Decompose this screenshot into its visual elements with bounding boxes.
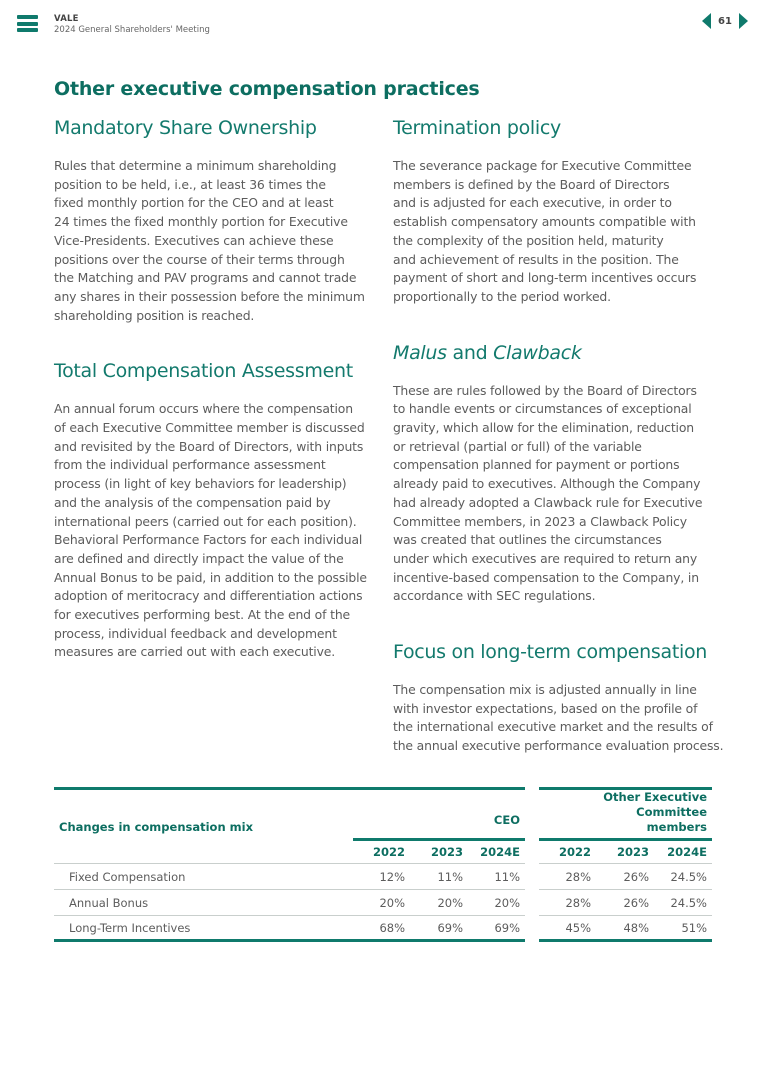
text-line: compensation planned for payment or portions <box>393 457 680 473</box>
text-line: Rules that determine a minimum shareholding <box>54 158 337 173</box>
cell-value: 20% <box>353 890 410 916</box>
text-line: already paid to executives. Although the Company <box>393 476 701 492</box>
compensation-mix-table <box>54 787 712 942</box>
text-line: fixed monthly portion for the CEO and at least <box>54 195 334 211</box>
section-heading: Total Compensation Assessment <box>54 360 353 383</box>
cell-value: 28% <box>539 890 596 916</box>
text-line: Vice-Presidents. Executives can achieve these <box>54 232 334 248</box>
column-gap <box>525 838 539 864</box>
text-line: with investor expectations, based on the profile of <box>393 700 698 716</box>
text-line: Behavioral Performance Factors for each individual <box>54 532 363 548</box>
group-header-others-line2: members <box>646 820 707 834</box>
section-body <box>393 157 713 307</box>
section-body <box>54 157 374 325</box>
text-line: The severance package for Executive Committee <box>393 158 692 173</box>
text-line: the complexity of the position held, maturity <box>393 232 664 248</box>
column-gap <box>525 787 539 838</box>
section-heading: Focus on long-term compensation <box>393 641 708 664</box>
text-line: for executives performing best. At the end of the <box>54 607 350 623</box>
cell-value: 26% <box>596 890 654 916</box>
table-row <box>54 916 712 942</box>
year-header: 2022 <box>353 838 410 864</box>
text-line: of each Executive Committee member is discussed <box>54 420 365 436</box>
table <box>54 787 712 942</box>
section-malus-clawback <box>393 340 713 606</box>
text-line: adoption of meritocracy and differentiation actions <box>54 588 363 604</box>
table-header-group-row <box>54 787 712 838</box>
right-column <box>393 115 724 781</box>
cell-value: 20% <box>468 890 525 916</box>
text-line: any shares in their possession before the minimum <box>54 288 365 304</box>
text-line: measures are carried out with each executive. <box>54 644 336 660</box>
text-line: process (in light of key behaviors for leadership) <box>54 476 347 492</box>
heading-connector: and <box>446 341 494 364</box>
heading-italic-malus: Malus <box>393 341 447 364</box>
cell-value: 48% <box>596 916 654 942</box>
cell-value: 24.5% <box>654 890 712 916</box>
section-mandatory-share-ownership <box>54 115 374 325</box>
column-gap <box>525 864 539 890</box>
section-total-compensation-assessment <box>54 358 374 662</box>
page-title: Other executive compensation practices <box>54 78 480 100</box>
text-line: the annual executive performance evaluation process. <box>393 738 724 754</box>
row-label: Long-Term Incentives <box>54 916 353 942</box>
table-row <box>54 864 712 890</box>
text-line: 24 times the fixed monthly portion for Executive <box>54 214 348 230</box>
text-line: and is adjusted for each executive, in order to <box>393 195 672 211</box>
table-row <box>54 890 712 916</box>
text-line: The compensation mix is adjusted annually in line <box>393 682 697 698</box>
next-page-icon[interactable] <box>739 13 748 29</box>
cell-value: 69% <box>410 916 468 942</box>
section-heading: Mandatory Share Ownership <box>54 117 317 139</box>
text-line: and achievement of results in the position. The <box>393 251 679 267</box>
text-line: An annual forum occurs where the compensation <box>54 401 353 417</box>
cell-value: 20% <box>410 890 468 916</box>
year-header: 2024E <box>654 838 712 864</box>
cell-value: 11% <box>410 864 468 890</box>
brand-name: VALE <box>54 14 79 24</box>
row-label: Fixed Compensation <box>54 864 353 890</box>
group-header-others <box>539 787 712 838</box>
column-gap <box>525 916 539 942</box>
cell-value: 24.5% <box>654 864 712 890</box>
cell-value: 45% <box>539 916 596 942</box>
cell-value: 69% <box>468 916 525 942</box>
year-header: 2023 <box>410 838 468 864</box>
section-heading: Termination policy <box>393 117 561 139</box>
hamburger-menu-icon[interactable] <box>17 15 38 32</box>
text-line: members is defined by the Board of Directors <box>393 176 670 192</box>
cell-value: 12% <box>353 864 410 890</box>
text-line: had already adopted a Clawback rule for Executive <box>393 494 703 510</box>
text-line: Annual Bonus to be paid, in addition to the possible <box>54 569 367 585</box>
text-line: positions over the course of their terms through <box>54 251 345 267</box>
menu-bar <box>17 28 38 32</box>
menu-bar <box>17 15 38 19</box>
text-line: the Matching and PAV programs and cannot trade <box>54 270 357 286</box>
section-body <box>393 382 713 606</box>
table-title: Changes in compensation mix <box>54 787 353 864</box>
menu-bar <box>17 22 38 26</box>
text-line: shareholding position is reached. <box>54 307 255 323</box>
text-line: Committee members, in 2023 a Clawback Policy <box>393 513 687 529</box>
text-line: under which executives are required to return any <box>393 550 698 566</box>
section-heading <box>393 340 713 366</box>
text-line: or retrieval (partial or full) of the variable <box>393 438 642 454</box>
text-line: to handle events or circumstances of exceptional <box>393 401 692 417</box>
text-line: international peers (carried out for each position). <box>54 513 357 529</box>
row-label: Annual Bonus <box>54 890 353 916</box>
page-navigator <box>702 13 748 29</box>
heading-italic-clawback: Clawback <box>493 341 582 364</box>
page-number: 61 <box>718 15 732 27</box>
text-line: and revisited by the Board of Directors, with inputs <box>54 438 364 454</box>
text-line: position to be held, i.e., at least 36 times the <box>54 176 326 192</box>
cell-value: 51% <box>654 916 712 942</box>
section-body <box>393 681 724 756</box>
column-gap <box>525 890 539 916</box>
cell-value: 26% <box>596 864 654 890</box>
document-subtitle: 2024 General Shareholders' Meeting <box>54 25 210 35</box>
text-line: are defined and directly impact the value of the <box>54 550 344 566</box>
text-line: the international executive market and the results of <box>393 719 713 735</box>
year-header: 2022 <box>539 838 596 864</box>
text-line: payment of short and long-term incentives occurs <box>393 270 697 286</box>
group-header-others-line1: Other Executive Committee <box>603 790 707 819</box>
previous-page-icon[interactable] <box>702 13 711 29</box>
text-line: accordance with SEC regulations. <box>393 588 596 604</box>
year-header: 2023 <box>596 838 654 864</box>
year-header: 2024E <box>468 838 525 864</box>
text-line: incentive-based compensation to the Company, in <box>393 569 699 585</box>
section-body <box>54 400 374 662</box>
text-line: from the individual performance assessment <box>54 457 326 473</box>
text-line: proportionally to the period worked. <box>393 288 611 304</box>
cell-value: 11% <box>468 864 525 890</box>
section-termination-policy <box>393 115 713 307</box>
cell-value: 28% <box>539 864 596 890</box>
group-header-ceo: CEO <box>353 787 525 838</box>
text-line: gravity, which allow for the elimination, reduction <box>393 420 694 436</box>
left-column <box>54 115 374 687</box>
text-line: These are rules followed by the Board of Directors <box>393 382 697 398</box>
text-line: establish compensatory amounts compatible with <box>393 214 696 230</box>
text-line: and the analysis of the compensation paid by <box>54 494 331 510</box>
section-focus-long-term <box>393 639 724 756</box>
text-line: was created that outlines the circumstances <box>393 532 662 548</box>
text-line: process, individual feedback and development <box>54 625 337 641</box>
cell-value: 68% <box>353 916 410 942</box>
document-header <box>54 14 210 36</box>
